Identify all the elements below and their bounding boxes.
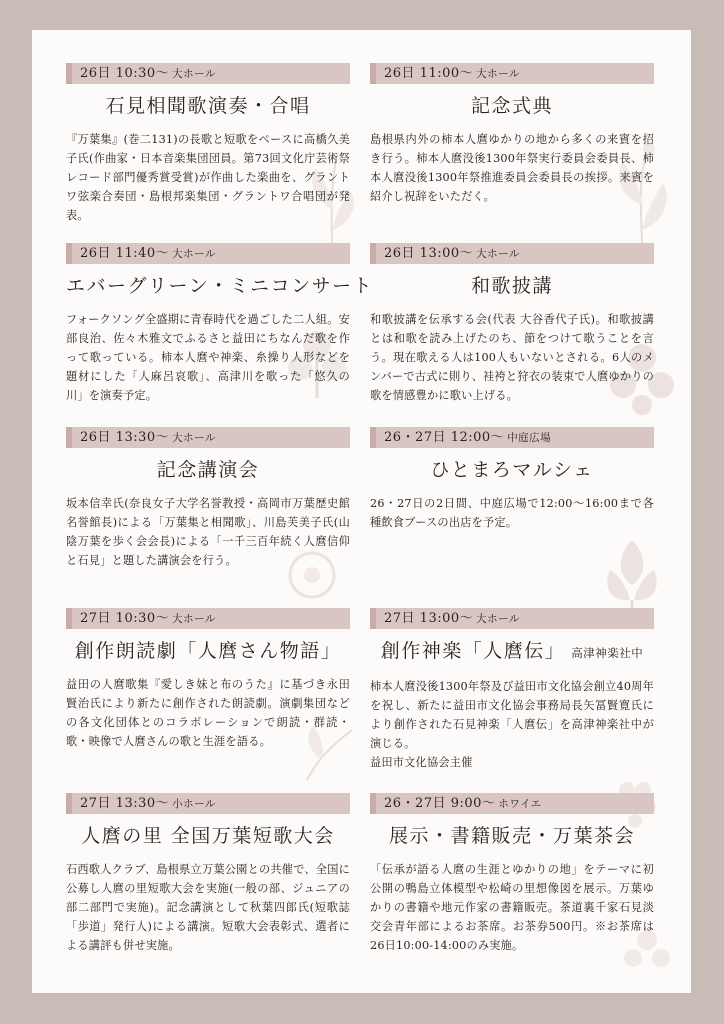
event-venue: 大ホール xyxy=(172,432,216,444)
event-organizer-note: 益田市文化協会主催 xyxy=(370,756,473,769)
event-description: 「伝承が語る人麿の生涯とゆかりの地」をテーマに初公開の鴨島立体模型や松崎の里想像図を展示。万葉ゆかりの書籍や地元作家の書籍販売。茶道裏千家石見淡交会青年部によるお茶席。お茶券500円。※お茶席は26日10:00-14:00のみ実施。 xyxy=(370,863,654,952)
event-header xyxy=(370,63,654,84)
event-description: フォークソング全盛期に青春時代を過ごした二人組。安部良治、佐々木雅文でふるさと益田にちなんだ歌を作って歌っている。柿本人麿や神楽、糸操り人形などを題材にした「人麻呂哀歌」、高津川を歌った「悠久の川」を演奏予定。 xyxy=(66,313,350,402)
event-card xyxy=(370,63,654,206)
event-subtitle: 高津神楽社中 xyxy=(571,646,644,660)
event-title xyxy=(370,638,654,666)
event-card xyxy=(66,608,350,751)
event-title: 石見相聞歌演奏・合唱 xyxy=(105,95,311,117)
event-header xyxy=(66,63,350,84)
event-title-text: 創作神楽「人麿伝」 xyxy=(380,640,566,662)
event-header xyxy=(66,427,350,448)
event-description: 『万葉集』(巻二131)の長歌と短歌をベースに高橋久美子氏(作曲家・日本音楽集団団員。第73回文化庁芸術祭レコード部門優秀賞受賞)が作曲した楽曲を、グラントワ弦楽合奏団・島根邦楽集団・グラントワ合唱団が発表。 xyxy=(66,133,350,222)
event-venue: 大ホール xyxy=(476,68,520,80)
event-description: 和歌披講を伝承する会(代表 大谷香代子氏)。和歌披講とは和歌を読み上げたのち、節をつけて歌うことを言う。現在歌える人は100人もいないとされる。6人のメンバーで古式に則り、袿袴と狩衣の装束で人麿ゆかりの歌を情感豊かに歌い上げる。 xyxy=(370,313,654,402)
event-card xyxy=(66,793,350,955)
event-description: 26・27日の2日間、中庭広場で12:00〜16:00まで各種飲食ブースの出店を予定。 xyxy=(370,497,654,529)
event-time: 26日 10:30〜 xyxy=(80,66,170,81)
event-title: 記念講演会 xyxy=(156,459,260,481)
event-description: 島根県内外の柿本人麿ゆかりの地から多くの来賓を招き行う。柿本人麿没後1300年祭実行委員会委員長、柿本人麿没後1300年祭推進委員会委員長の挨拶。来賓を紹介し祝辞をいただく。 xyxy=(370,133,654,203)
event-venue: 大ホール xyxy=(172,248,216,260)
event-venue: 大ホール xyxy=(476,248,520,260)
event-card xyxy=(370,427,654,532)
event-title: ひとまろマルシェ xyxy=(430,459,594,481)
event-venue: 大ホール xyxy=(172,68,216,80)
event-title: エバーグリーン・ミニコンサート xyxy=(66,275,374,297)
event-time: 26日 13:30〜 xyxy=(80,430,170,445)
event-venue: ホワイエ xyxy=(498,798,542,810)
event-card xyxy=(66,427,350,570)
event-card xyxy=(370,243,654,405)
event-title: 展示・書籍販売・万葉茶会 xyxy=(388,825,635,847)
event-card xyxy=(370,793,654,955)
event-time: 26日 13:00〜 xyxy=(384,246,474,261)
event-description: 石西歌人クラブ、島根県立万葉公園との共催で、全国に公募し人麿の里短歌大会を実施(一般の部、ジュニアの部二部門で実施)。記念講演として秋葉四郎氏(短歌誌「歩道」発行人)による講演。短歌大会表彰式、選者による講評も併せ実施。 xyxy=(66,863,350,952)
event-venue: 小ホール xyxy=(172,798,216,810)
event-time: 27日 10:30〜 xyxy=(80,611,170,626)
event-header xyxy=(66,243,350,264)
event-time: 27日 13:30〜 xyxy=(80,796,170,811)
event-title: 人麿の里 全国万葉短歌大会 xyxy=(81,825,335,847)
event-venue: 大ホール xyxy=(476,613,520,625)
event-description: 益田の人麿歌集『愛しき妹と布のうた』に基づき永田賢治氏により新たに創作された朗読劇。演劇集団などの各文化団体とのコラボレーションで朗読・群読・歌・映像で人麿さんの歌と生涯を語る。 xyxy=(66,678,350,748)
event-header xyxy=(66,608,350,629)
event-venue: 中庭広場 xyxy=(507,432,552,444)
event-header xyxy=(370,608,654,629)
event-header xyxy=(370,793,654,814)
event-title: 創作朗読劇「人麿さん物語」 xyxy=(74,640,342,662)
event-header xyxy=(370,243,654,264)
event-venue: 大ホール xyxy=(172,613,216,625)
event-time: 26日 11:00〜 xyxy=(384,66,474,81)
event-title: 和歌披講 xyxy=(470,275,553,297)
event-title: 記念式典 xyxy=(470,95,553,117)
event-description: 坂本信幸氏(奈良女子大学名誉教授・高岡市万葉歴史館名誉館長)による「万葉集と相聞歌」、川島芙美子氏(山陰万葉を歩く会会長)による「一千三百年続く人麿信仰と石見」と題した講演会を行う。 xyxy=(66,497,350,567)
event-header xyxy=(370,427,654,448)
event-time: 27日 13:00〜 xyxy=(384,611,474,626)
event-description xyxy=(370,677,654,772)
event-time: 26日 11:40〜 xyxy=(80,246,170,261)
event-card xyxy=(66,63,350,225)
program-sheet xyxy=(32,30,691,993)
event-time: 26・27日 9:00〜 xyxy=(384,796,496,811)
event-card xyxy=(370,608,654,772)
event-header xyxy=(66,793,350,814)
event-description-text: 柿本人麿没後1300年祭及び益田市文化協会創立40周年を祝し、新たに益田市文化協会事務局長矢冨賢寛氏により創作された石見神楽「人麿伝」を高津神楽社中が演じる。 xyxy=(370,680,654,750)
event-card xyxy=(66,243,374,405)
event-time: 26・27日 12:00〜 xyxy=(384,430,505,445)
